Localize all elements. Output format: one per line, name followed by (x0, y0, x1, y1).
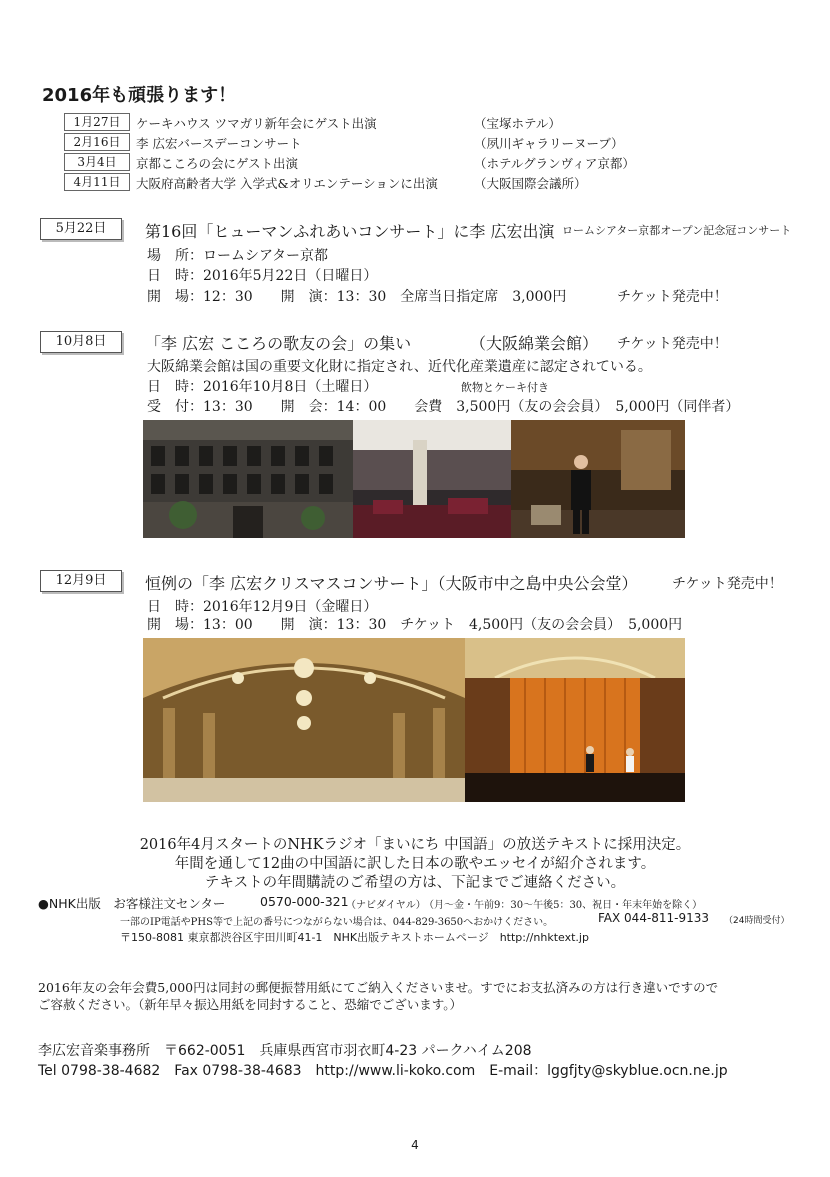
may-ticket: チケット発売中！ (617, 289, 728, 305)
event-row-feb (64, 133, 764, 151)
oct-time: 日 時：2016年10月8日（土曜日） (147, 379, 378, 395)
photo-singer-portrait (511, 420, 685, 538)
may-subtitle: ロームシアター京都オープン記念冠コンサート (562, 224, 792, 237)
event-date: 4月11日 (64, 173, 130, 191)
concert-stage-illustration (465, 638, 685, 802)
nhk-phone-note: （ナビダイヤル） (346, 900, 426, 911)
nhk-fax-note: （24時間受付） (724, 916, 790, 926)
dec-title: 恒例の「李 広宏クリスマスコンサート」（大阪市中之島中央公会堂） (145, 574, 638, 593)
event-venue: （大阪国際会議所） (474, 176, 587, 191)
event-row-apr (64, 173, 764, 191)
membership-line-2: ご容赦ください。（新年早々振込用紙を同封すること、恐縮でございます。） (38, 997, 463, 1012)
may-title: 第16回「ヒューマンふれあいコンサート」に李 広宏出演 (145, 222, 555, 241)
may-place: 場 所：ロームシアター京都 (147, 248, 329, 264)
oct-ticket: チケット発売中！ (617, 336, 728, 352)
event-row-mar (64, 153, 764, 171)
oct-title: 「李 広宏 こころの歌友の会」の集い (145, 334, 412, 353)
lounge-interior-illustration (353, 420, 511, 538)
event-date: 3月4日 (64, 153, 130, 171)
may-date-badge: 5月22日 (40, 218, 122, 240)
oct-venue: （大阪綿業会館） (470, 334, 599, 353)
page-number: 4 (411, 1138, 419, 1152)
event-venue: （ホテルグランヴィア京都） (474, 156, 635, 171)
oct-description: 大阪綿業会館は国の重要文化財に指定され、近代化産業遺産に認定されている。 (147, 359, 652, 375)
membership-line-1: 2016年友の会年会費5,000円は同封の郵便振替用紙にてご納入くださいませ。すでにお支払済みの方は行き違いですので (38, 980, 719, 995)
event-date: 1月27日 (64, 113, 130, 131)
event-date: 2月16日 (64, 133, 130, 151)
dec-date-badge: 12月9日 (40, 570, 122, 592)
dec-open: 開 場：13：00 開 演：13：30 チケット 4,500円（友の会会員） 5,000円 (147, 617, 683, 633)
event-venue: （夙川ギャラリーヌーブ） (474, 136, 624, 151)
photo-concert-stage (465, 638, 685, 802)
nhk-order-label: ●NHK出版 お客様注文センター (38, 896, 226, 911)
office-contact: Tel 0798-38-4682 Fax 0798-38-4683 http://www.li-koko.com E-mail：lggfjty@skyblue.ocn.ne.jp (38, 1063, 728, 1079)
oct-reception: 受 付：13：30 開 会：14：00 会費 3,500円（友の会会員） 5,000円（同伴者） (147, 399, 740, 415)
event-title: 李 広宏バースデーコンサート (136, 136, 302, 151)
office-address: 李広宏音楽事務所 〒662-0051 兵庫県西宮市羽衣町4-23 パークハイム208 (38, 1043, 532, 1059)
nhk-notice-line-1: 2016年4月スタートのNHKラジオ「まいにち 中国語」の放送テキストに採用決定。 (139, 837, 691, 853)
dec-ticket: チケット発売中！ (672, 576, 783, 592)
nhk-phone: 0570-000-321 (260, 894, 349, 909)
oct-note: 飲物とケーキ付き (461, 381, 549, 394)
may-open: 開 場：12：30 開 演：13：30 全席当日指定席 3,000円 (147, 289, 567, 305)
photo-lounge-interior (353, 420, 511, 538)
nhk-notice-line-3: テキストの年間購読のご希望の方は、下記までご連絡ください。 (204, 875, 626, 891)
nhk-hours: （月～金・午前9：30～午後5：30、祝日・年末年始を除く） (424, 900, 703, 911)
photo-hall-interior (143, 638, 465, 802)
oct-date-badge: 10月8日 (40, 331, 122, 353)
event-venue: （宝塚ホテル） (474, 116, 561, 131)
photo-building-exterior (143, 420, 353, 538)
event-title: 京都こころの会にゲスト出演 (136, 156, 299, 171)
event-row-jan (64, 113, 764, 131)
dec-time: 日 時：2016年12月9日（金曜日） (147, 599, 378, 615)
event-title: 大阪府高齢者大学 入学式&オリエンテーションに出演 (136, 176, 438, 191)
nhk-ip-note: 一部のIP電話やPHS等で上記の番号につながらない場合は、044-829-3650へおかけください。 (120, 917, 554, 928)
may-time: 日 時：2016年5月22日（日曜日） (147, 268, 378, 284)
hall-interior-illustration (143, 638, 465, 802)
building-exterior-illustration (143, 420, 353, 538)
nhk-fax: FAX 044-811-9133 (598, 911, 710, 925)
page-heading: 2016年も頑張ります！ (42, 85, 237, 106)
nhk-address: 〒150-8081 東京都渋谷区宇田川町41-1 NHK出版テキストホームページ http://nhktext.jp (120, 931, 589, 944)
event-title: ケーキハウス ツマガリ新年会にゲスト出演 (136, 116, 377, 131)
nhk-notice-line-2: 年間を通して12曲の中国語に訳した日本の歌やエッセイが紹介されます。 (174, 856, 656, 872)
singer-portrait-illustration (511, 420, 685, 538)
